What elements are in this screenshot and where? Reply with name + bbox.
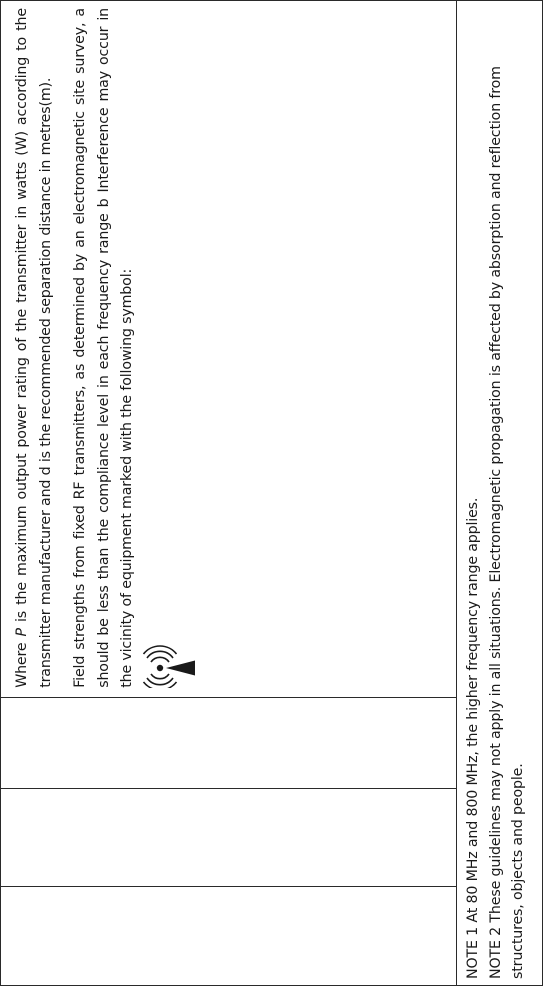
rf-radiation-warning-icon	[142, 644, 198, 688]
table-row	[1, 1, 457, 985]
table-cell-empty-3	[1, 697, 456, 789]
table-notes	[457, 1, 530, 985]
note-1: NOTE 1 At 80 MHz and 800 MHz, the higher frequency range applies.	[465, 497, 481, 979]
note-2: NOTE 2 These guidelines may not apply in all situations. Electromagnetic propagation is affected by absorption and reflection from structures, objects and people.	[487, 66, 526, 979]
paragraph-text: is the maximum output power rating of the transmitter in watts (W) according to the transmitter manufacturer and d is the recommended separation distance in metres(m).	[14, 8, 54, 688]
table-cell-guidance	[1, 1, 456, 697]
table-cell-empty-2	[1, 788, 456, 885]
paragraph-text: Where	[14, 636, 30, 688]
table-cell-empty-1	[1, 886, 456, 985]
power-variable: P	[14, 628, 30, 637]
separation-distance-paragraph	[11, 8, 58, 688]
field-strength-paragraph: Field strengths from fixed RF transmitters, as determined by an electromagnetic site survey, a should be less than the compliance level in each frequency range b Interference may occur in the vicinity of equipment marked with the following symbol:	[72, 8, 135, 688]
